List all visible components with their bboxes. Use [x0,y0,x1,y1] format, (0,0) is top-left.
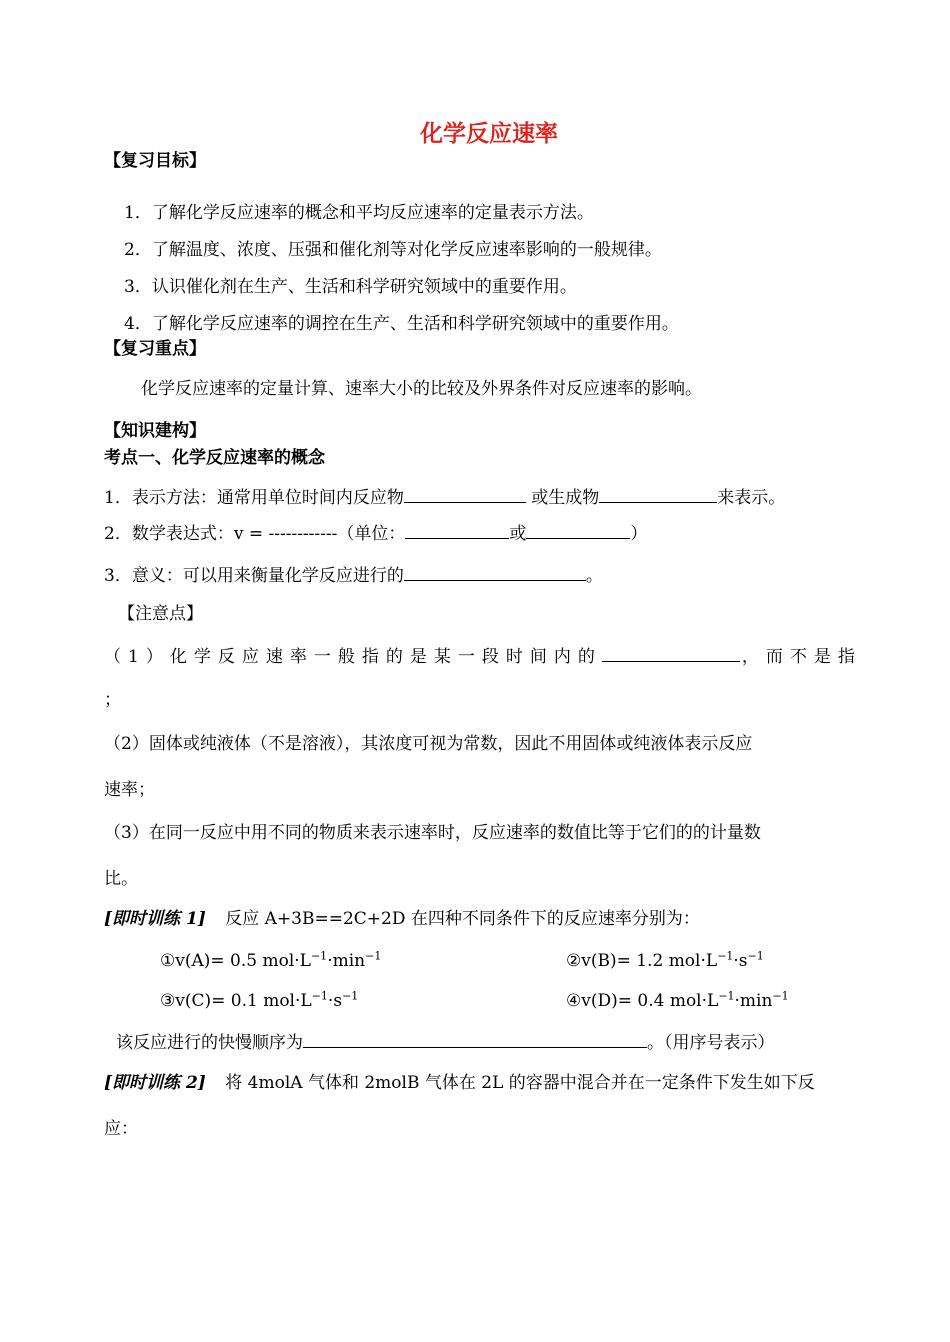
question-1-text-a: 1．表示方法：通常用单位时间内反应物 [104,488,404,508]
objective-item-2: 2．了解温度、浓度、压强和催化剂等对化学反应速率影响的一般规律。 [124,240,662,260]
key-points-header: 【复习重点】 [104,339,206,359]
question-3 [104,563,603,587]
training-2-label: [即时训练 2] [104,1073,206,1093]
rate-1: ①v(A)= 0.5 $mol\cdot L^{-1}\cdot\min^{-1}$ [160,949,382,971]
rate-4: ④v(D)= 0.4 $mol\cdot L^{-1}\cdot\min^{-1}$ [566,989,789,1011]
answer-blank [303,1030,647,1048]
order-text-b: 。（用序号表示） [647,1033,775,1053]
training-2-text-end: 应： [104,1119,138,1139]
note-1-end: ； [104,690,121,710]
question-2 [104,521,647,545]
answer-blank [405,521,509,539]
training-1-text: 反应 A+3B==2C+2D 在四种不同条件下的反应速率分别为： [225,909,700,929]
question-1-text-c: 来表示。 [717,488,786,508]
question-3-text-a: 3．意义：可以用来衡量化学反应进行的 [104,566,404,586]
training-1-label: [即时训练 1] [104,909,206,929]
section-heading: 考点一、化学反应速率的概念 [104,448,325,468]
answer-blank [599,485,717,503]
question-2-text-b: 或 [509,524,527,544]
question-1-text-b: 或生成物 [531,488,600,508]
note-3-line-2: 比。 [104,869,138,889]
question-3-text-b: 。 [585,566,603,586]
note-1-text-b: ，而不是指 [741,647,862,667]
rate-2: ②v(B)= 1.2 $mol\cdot L^{-1}\cdot s^{-1}$ [566,949,764,971]
answer-blank [404,563,586,581]
answer-blank [526,521,630,539]
knowledge-header: 【知识建构】 [104,421,206,441]
rate-3: ③v(C)= 0.1 $mol\cdot L^{-1}\cdot s^{-1}$ [160,989,359,1011]
training-1-prompt [104,908,700,930]
key-points-text: 化学反应速率的定量计算、速率大小的比较及外界条件对反应速率的影响。 [141,379,702,399]
page-title: 化学反应速率 [420,120,558,147]
question-2-text-a: 2．数学表达式：v = ------------（单位： [104,524,406,544]
note-1-text-a: （1）化学反应速率一般指的是某一段时间内的 [104,647,602,667]
answer-blank [602,644,740,662]
training-2-text: 将 4molA 气体和 2molB 气体在 2L 的容器中混合并在一定条件下发生如下反 [225,1073,815,1093]
note-3-line-1: （3）在同一反应中用不同的物质来表示速率时，反应速率的数值比等于它们的的计量数 [104,823,761,843]
objective-item-1: 1．了解化学反应速率的概念和平均反应速率的定量表示方法。 [124,203,594,223]
question-2-text-c: ） [630,524,648,544]
order-question [116,1030,775,1054]
training-2-prompt [104,1072,815,1094]
order-text-a: 该反应进行的快慢顺序为 [116,1033,303,1053]
note-2-line-2: 速率； [104,780,155,800]
note-2-line-1: （2）固体或纯液体（不是溶液），其浓度可视为常数，因此不用固体或纯液体表示反应 [104,734,753,754]
objectives-header: 【复习目标】 [104,151,206,171]
note-1 [104,644,862,668]
note-header: 【注意点】 [118,604,203,624]
objective-item-3: 3．认识催化剂在生产、生活和科学研究领域中的重要作用。 [124,277,577,297]
objective-item-4: 4．了解化学反应速率的调控在生产、生活和科学研究领域中的重要作用。 [124,314,679,334]
answer-blank [404,485,526,503]
question-1 [104,485,785,509]
